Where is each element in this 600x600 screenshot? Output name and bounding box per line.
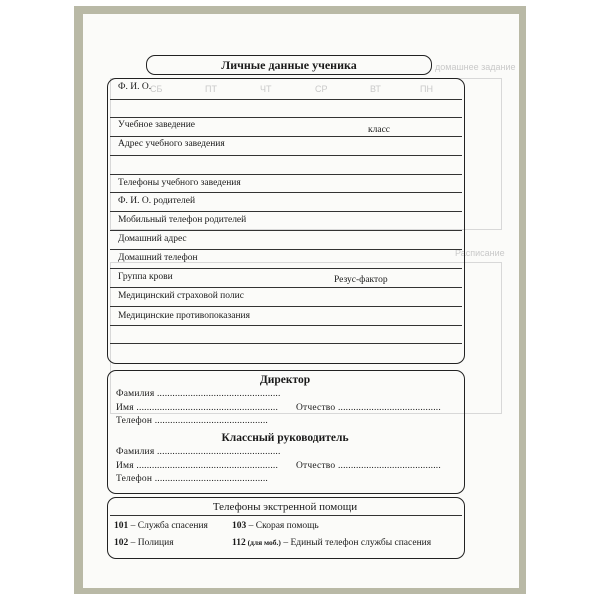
emergency-number: 101 (114, 521, 129, 531)
rule (110, 230, 462, 231)
rule (110, 192, 462, 193)
rule (110, 325, 462, 326)
emergency-number: 102 (114, 538, 129, 548)
ghost-header: ВТ (370, 84, 381, 94)
blood-group-label: Группа крови (118, 272, 173, 282)
director-patronymic: Отчество ........................................ (296, 403, 441, 413)
home-phone-label: Домашний телефон (118, 253, 198, 263)
rule (110, 287, 462, 288)
parents-fio-label: Ф. И. О. родителей (118, 196, 196, 206)
ghost-side-label: домашнее задание (435, 62, 516, 72)
rule (110, 99, 462, 100)
director-phone: Телефон ............................................ (116, 416, 268, 426)
ghost-header: СБ (150, 84, 163, 94)
insurance-label: Медицинский страховой полис (118, 291, 244, 301)
teacher-phone: Телефон ............................................ (116, 474, 268, 484)
teacher-surname: Фамилия ................................................ (116, 447, 281, 457)
emergency-number: 112 (232, 538, 246, 548)
emergency-item (114, 521, 208, 531)
director-surname: Фамилия ................................................ (116, 389, 281, 399)
rule (110, 117, 462, 118)
emergency-item (232, 538, 431, 548)
emergency-item (114, 538, 174, 548)
ghost-header: ПН (420, 84, 433, 94)
page-title: Личные данные ученика (146, 55, 432, 75)
rule (110, 211, 462, 212)
teacher-title: Классный руководитель (221, 432, 349, 444)
ghost-side-label: Расписание (455, 248, 505, 258)
rule (110, 155, 462, 156)
rule (110, 268, 462, 269)
director-name: Имя ....................................................... (116, 403, 279, 413)
emergency-title: Телефоны экстренной помощи (212, 501, 358, 513)
teacher-patronymic: Отчество ........................................ (296, 461, 441, 471)
home-address-label: Домашний адрес (118, 234, 187, 244)
ghost-header: ЧТ (260, 84, 272, 94)
contraindications-label: Медицинские противопоказания (118, 311, 250, 321)
rule (110, 174, 462, 175)
fio-label: Ф. И. О. (118, 82, 152, 92)
school-address-label: Адрес учебного заведения (118, 139, 225, 149)
class-label: класс (368, 125, 391, 135)
rule (110, 249, 462, 250)
director-title: Директор (259, 374, 311, 386)
rule (110, 515, 462, 516)
ghost-header: СР (315, 84, 328, 94)
emergency-text: – Полиция (128, 538, 174, 548)
emergency-note: (для моб.) (245, 538, 281, 547)
rule (110, 136, 462, 137)
emergency-text: – Служба спасения (128, 521, 208, 531)
emergency-number: 103 (232, 521, 247, 531)
school-label: Учебное заведение (118, 120, 196, 130)
teacher-name: Имя ....................................................... (116, 461, 279, 471)
school-phones-label: Телефоны учебного заведения (118, 178, 241, 188)
rhesus-label: Резус-фактор (334, 275, 388, 285)
ghost-header: ПТ (205, 84, 217, 94)
emergency-text: – Скорая помощь (246, 521, 319, 531)
emergency-item (232, 521, 319, 531)
emergency-text: – Единый телефон службы спасения (280, 538, 432, 548)
rule (110, 343, 462, 344)
parents-mobile-label: Мобильный телефон родителей (118, 215, 247, 225)
rule (110, 306, 462, 307)
